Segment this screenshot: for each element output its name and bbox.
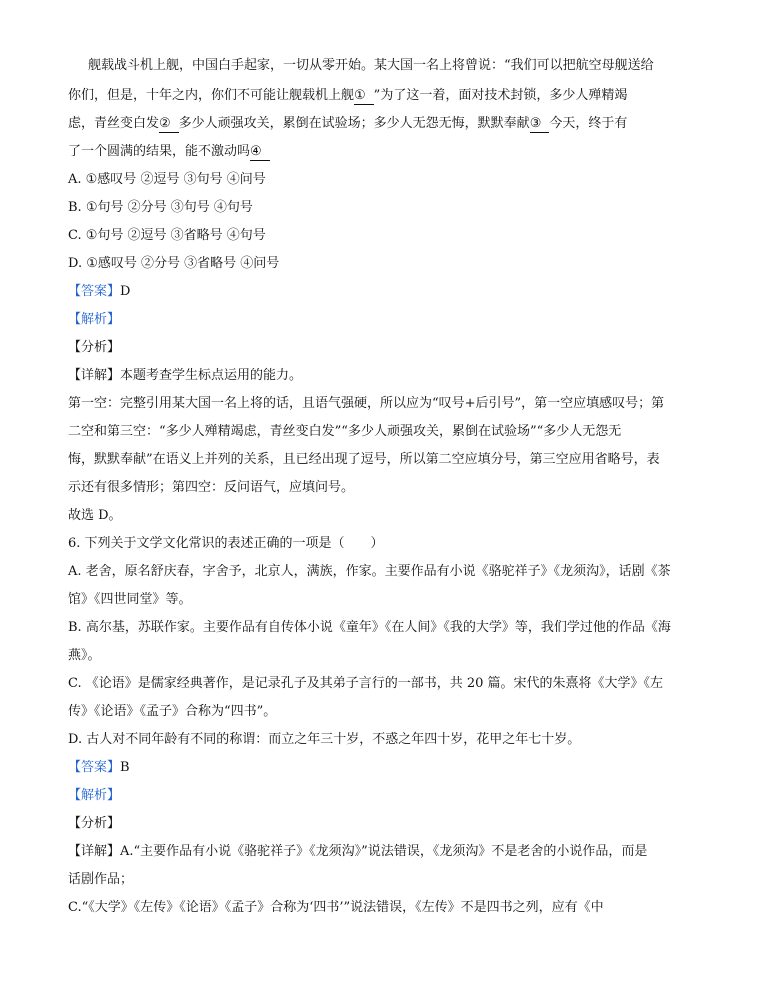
option-d: D. ①感叹号 ②分号 ③省略号 ④问号 xyxy=(68,256,280,271)
analysis-tag: 【解析】 xyxy=(68,312,121,327)
passage-text: 多少人顽强攻关，累倒在试验场；多少人无怨无悔，默默奉献 xyxy=(178,116,530,131)
explain-line-3: 悔，默默奉献”在语义上并列的关系，且已经出现了逗号，所以第二空应填分号，第三空应用省略号，表 xyxy=(68,452,660,467)
passage-line-2 xyxy=(68,86,627,106)
explain-line-2: 二空和第三空：“多少人殚精竭虑，青丝变白发”“多少人顽强攻关，累倒在试验场”“多少人无怨无 xyxy=(68,424,622,439)
answer-tag: 【答案】 xyxy=(68,760,121,775)
detail-tag: 【详解】 xyxy=(68,844,121,859)
q6-option-a-line-2: 馆》《四世同堂》等。 xyxy=(68,592,192,607)
blank-2: ② xyxy=(159,116,179,133)
q6-detail-line-2: 话剧作品； xyxy=(68,872,134,887)
q6-option-b-line-2: 燕》。 xyxy=(68,648,101,663)
question-6-stem: 6. 下列关于文学文化常识的表述正确的一项是（ ） xyxy=(68,536,384,551)
passage-text: 了一个圆满的结果，能不激动吗 xyxy=(68,144,251,159)
blank-4: ④ xyxy=(250,144,270,161)
blank-1: ① xyxy=(354,88,374,105)
fenxi-tag: 【分析】 xyxy=(68,340,121,355)
conclusion-line: 故选 D。 xyxy=(68,508,122,523)
passage-text: 虑，青丝变白发 xyxy=(68,116,160,131)
option-b: B. ①句号 ②分号 ③句号 ④句号 xyxy=(68,200,253,215)
passage-line-1: 舰载战斗机上舰，中国白手起家，一切从零开始。某大国一名上将曾说：“我们可以把航空母舰送给 xyxy=(88,58,654,73)
explain-line-1: 第一空：完整引用某大国一名上将的话，且语气强硬，所以应为“叹号+后引号”，第一空应填感叹号；第 xyxy=(68,396,665,411)
answer-line xyxy=(68,282,130,302)
answer-value: D xyxy=(120,284,131,299)
option-a: A. ①感叹号 ②逗号 ③句号 ④问号 xyxy=(68,172,266,187)
option-c: C. ①句号 ②逗号 ③省略号 ④句号 xyxy=(68,228,266,243)
q6-detail-line-3: C.“《大学》《左传》《论语》《孟子》合称为‘四书’”说法错误，《左传》不是四书之列，应有《中 xyxy=(68,900,604,915)
passage-text: 今天，终于有 xyxy=(549,116,628,131)
q6-option-d: D. 古人对不同年龄有不同的称谓：而立之年三十岁，不惑之年四十岁，花甲之年七十岁。 xyxy=(68,732,581,747)
detail-text: 本题考查学生标点运用的能力。 xyxy=(120,368,303,383)
q6-analysis-tag: 【解析】 xyxy=(68,788,121,803)
answer-tag: 【答案】 xyxy=(68,284,121,299)
passage-line-4 xyxy=(68,142,270,162)
q6-answer-line xyxy=(68,758,130,778)
passage-line-3 xyxy=(68,114,627,134)
detail-line xyxy=(68,366,302,386)
detail-text: A.“主要作品有小说《骆驼祥子》《龙须沟》”说法错误，《龙须沟》不是老舍的小说作品，而是 xyxy=(120,844,648,859)
passage-text: ”为了这一着，面对技术封锁，多少人殚精竭 xyxy=(373,88,628,103)
q6-option-c-line-1: C. 《论语》是儒家经典著作，是记录孔子及其弟子言行的一部书，共 20 篇。宋代的朱熹将《大学》《左 xyxy=(68,676,664,691)
passage-text: 你们，但是，十年之内，你们不可能让舰载机上舰 xyxy=(68,88,355,103)
q6-option-a-line-1: A. 老舍，原名舒庆春，字舍予，北京人，满族，作家。主要作品有小说《骆驼祥子》《龙须沟》，话剧《茶 xyxy=(68,564,671,579)
q6-detail-line-1 xyxy=(68,842,647,862)
blank-3: ③ xyxy=(530,116,550,133)
explain-line-4: 示还有很多情形；第四空：反问语气，应填问号。 xyxy=(68,480,355,495)
answer-value: B xyxy=(120,760,130,775)
detail-tag: 【详解】 xyxy=(68,368,121,383)
q6-option-c-line-2: 传》《论语》《孟子》合称为“四书”。 xyxy=(68,704,277,719)
q6-option-b-line-1: B. 高尔基，苏联作家。主要作品有自传体小说《童年》《在人间》《我的大学》等，我们学过他的作品《海 xyxy=(68,620,671,635)
q6-fenxi-tag: 【分析】 xyxy=(68,816,121,831)
